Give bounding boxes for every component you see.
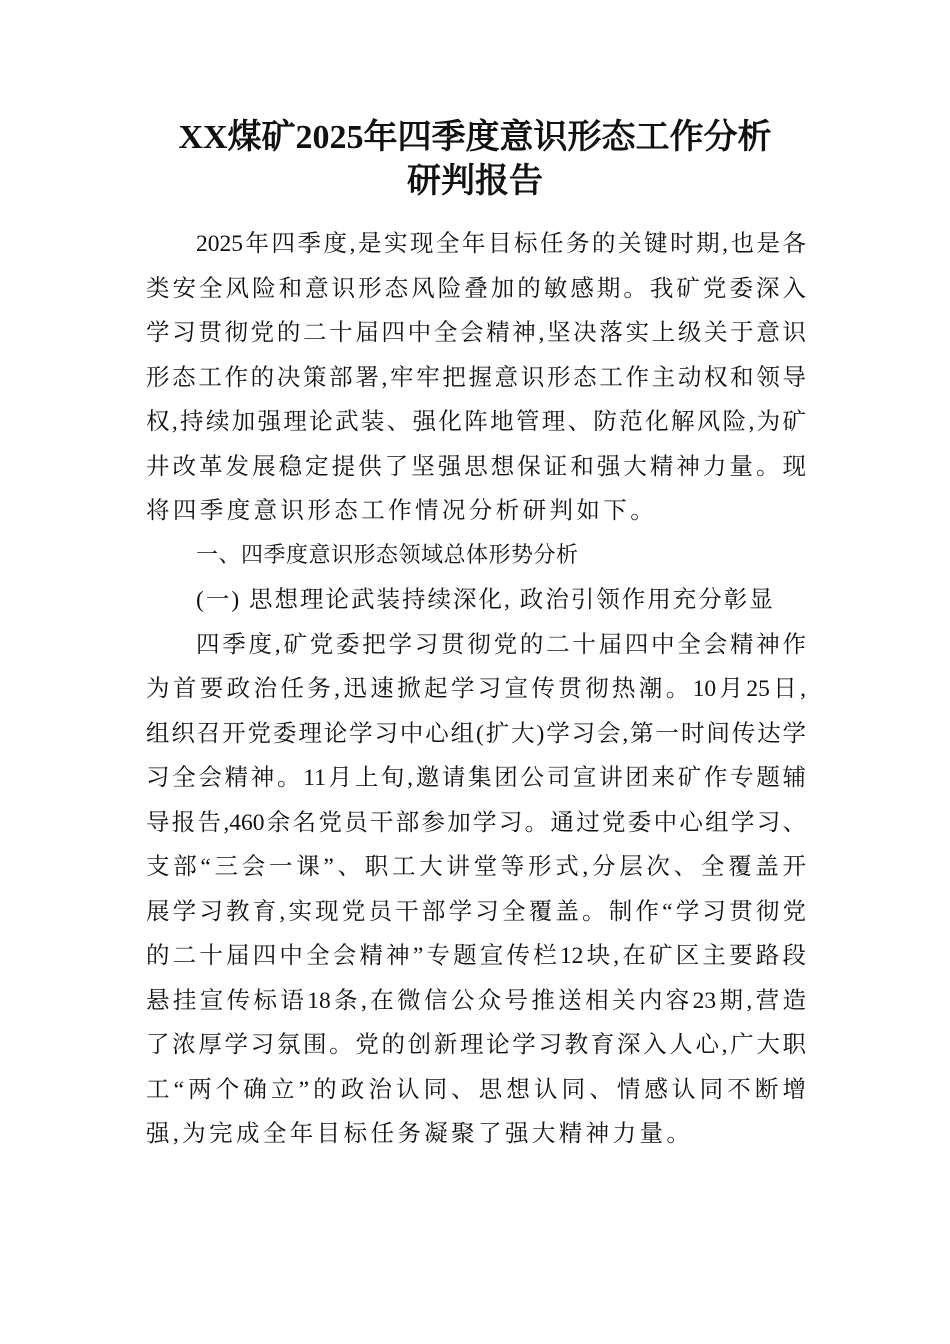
body-line: 习全会精神。11月上旬,邀请集团公司宣讲团来矿作专题辅 <box>146 765 806 791</box>
body-line: 展学习教育,实现党员干部学习全覆盖。制作“学习贯彻党 <box>146 898 806 925</box>
body-line: 支部“三会一课”、职工大讲堂等形式,分层次、全覆盖开 <box>146 854 806 880</box>
document-title <box>120 116 830 204</box>
intro-line: 2025年四季度,是实现全年目标任务的关键时期,也是各 <box>196 231 806 257</box>
title-line-1: XX煤矿2025年四季度意识形态工作分析 <box>178 119 772 156</box>
body-line: 了浓厚学习氛围。党的创新理论学习教育深入人心,广大职 <box>146 1032 806 1058</box>
body-line: 的二十届四中全会精神”专题宣传栏12块,在矿区主要路段 <box>146 943 806 969</box>
intro-line: 类安全风险和意识形态风险叠加的敏感期。我矿党委深入 <box>146 275 806 302</box>
intro-line: 学习贯彻党的二十届四中全会精神,坚决落实上级关于意识 <box>146 320 806 346</box>
body-line: 强,为完成全年目标任务凝聚了强大精神力量。 <box>146 1121 694 1147</box>
body-line: 组织召开党委理论学习中心组(扩大)学习会,第一时间传达学 <box>146 720 806 747</box>
intro-line: 井改革发展稳定提供了坚强思想保证和强大精神力量。现 <box>146 453 806 480</box>
body-line: 为首要政治任务,迅速掀起学习宣传贯彻热潮。10月25日, <box>146 676 806 702</box>
intro-line: 形态工作的决策部署,牢牢把握意识形态工作主动权和领导 <box>146 364 806 391</box>
subsection-heading: (一) 思想理论武装持续深化, 政治引领作用充分彰显 <box>196 587 775 613</box>
title-line-2: 研判报告 <box>407 163 543 200</box>
document-body <box>146 222 806 1157</box>
body-line: 工“两个确立”的政治认同、思想认同、情感认同不断增 <box>146 1076 806 1103</box>
body-line: 四季度,矿党委把学习贯彻党的二十届四中全会精神作 <box>196 631 806 658</box>
intro-line: 将四季度意识形态工作情况分析研判如下。 <box>146 498 658 524</box>
body-line: 悬挂宣传标语18条,在微信公众号推送相关内容23期,营造 <box>146 987 806 1014</box>
intro-line: 权,持续加强理论武装、强化阵地管理、防范化解风险,为矿 <box>146 409 806 435</box>
section-heading: 一、四季度意识形态领域总体形势分析 <box>196 542 579 568</box>
body-line: 导报告,460余名党员干部参加学习。通过党委中心组学习、 <box>146 809 806 836</box>
